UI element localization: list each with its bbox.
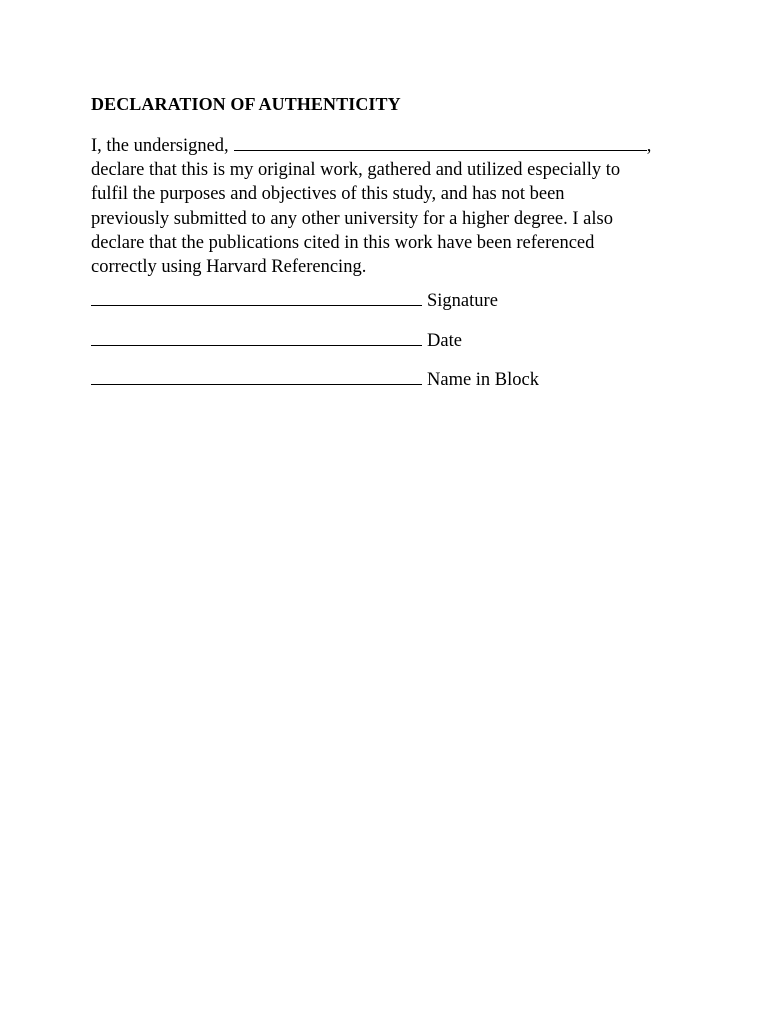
- body-line: fulfil the purposes and objectives of this study, and has not been: [91, 184, 565, 205]
- signature-row: [91, 291, 498, 312]
- date-row: [91, 331, 462, 352]
- date-blank[interactable]: [91, 331, 422, 346]
- intro-line: [91, 134, 681, 158]
- name-in-block-label: Name in Block: [427, 370, 540, 390]
- declaration-body: [91, 134, 681, 279]
- date-label: Date: [427, 331, 462, 351]
- intro-comma: ,: [646, 136, 652, 156]
- body-line: declare that this is my original work, gathered and utilized especially to: [91, 160, 621, 181]
- body-line: declare that the publications cited in this work have been referenced: [91, 232, 595, 253]
- signature-label: Signature: [427, 291, 498, 311]
- intro-text: I, the undersigned,: [91, 136, 229, 156]
- body-line: correctly using Harvard Referencing.: [91, 257, 367, 278]
- body-line: previously submitted to any other university for a higher degree. I also: [91, 208, 613, 229]
- declaration-title: DECLARATION OF AUTHENTICITY: [91, 94, 401, 114]
- name-in-block-blank[interactable]: [91, 370, 422, 385]
- name-in-block-row: [91, 370, 539, 391]
- signature-blank[interactable]: [91, 291, 422, 306]
- undersigned-name-blank[interactable]: [234, 136, 647, 151]
